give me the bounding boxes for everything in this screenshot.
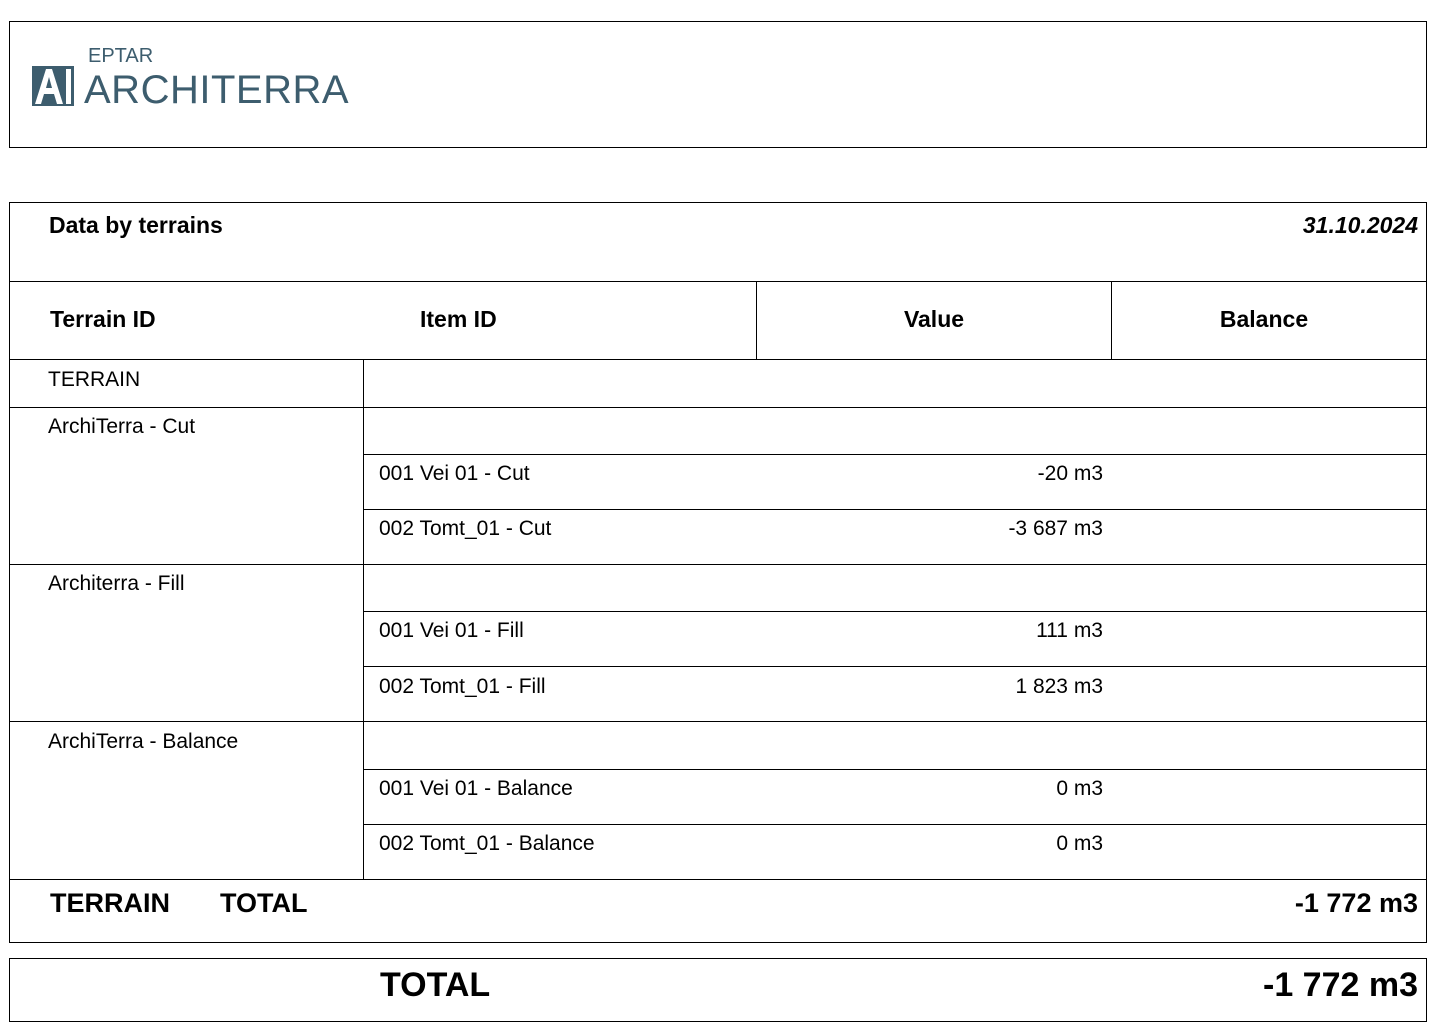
item-value-cell: 111 m3 — [1036, 619, 1103, 642]
divider — [363, 359, 364, 879]
divider — [363, 769, 1427, 770]
grand-total-label: TOTAL — [380, 966, 491, 1004]
divider — [363, 824, 1427, 825]
divider — [9, 564, 1427, 565]
divider — [363, 666, 1427, 667]
logo-main-text: ARCHITERRA — [84, 68, 350, 112]
divider — [363, 454, 1427, 455]
divider — [363, 611, 1427, 612]
column-header-value: Value — [903, 306, 965, 332]
terrain-group-label: ArchiTerra - Cut — [48, 415, 196, 438]
item-value-cell: 1 823 m3 — [1015, 675, 1103, 698]
terrain-group-label: ArchiTerra - Balance — [48, 730, 239, 753]
report-title: Data by terrains — [49, 212, 223, 238]
item-id-cell: 001 Vei 01 - Balance — [379, 777, 573, 800]
item-value-cell: 0 m3 — [1056, 777, 1103, 800]
grand-total-value: -1 772 m3 — [1263, 966, 1418, 1004]
item-value-cell: -3 687 m3 — [1008, 517, 1103, 540]
terrain-total-value: -1 772 m3 — [1294, 888, 1418, 918]
report-date: 31.10.2024 — [1302, 212, 1418, 238]
column-header-item-id: Item ID — [420, 306, 497, 332]
item-id-cell: 001 Vei 01 - Cut — [379, 462, 530, 485]
column-header-balance: Balance — [1219, 306, 1309, 332]
architerra-logo-icon — [32, 66, 74, 106]
column-header-terrain-id: Terrain ID — [50, 306, 156, 332]
divider — [9, 879, 1427, 880]
divider — [9, 359, 1427, 360]
divider — [9, 407, 1427, 408]
item-value-cell: 0 m3 — [1056, 832, 1103, 855]
terrain-group-label: Architerra - Fill — [48, 572, 185, 595]
item-id-cell: 001 Vei 01 - Fill — [379, 619, 524, 642]
item-value-cell: -20 m3 — [1037, 462, 1103, 485]
terrain-total-label: TERRAIN — [50, 888, 170, 918]
divider — [9, 721, 1427, 722]
item-id-cell: 002 Tomt_01 - Cut — [379, 517, 552, 540]
item-id-cell: 002 Tomt_01 - Fill — [379, 675, 546, 698]
divider — [363, 509, 1427, 510]
terrain-total-title: TOTAL — [220, 888, 308, 918]
grand-total-box — [9, 958, 1427, 1022]
item-id-cell: 002 Tomt_01 - Balance — [379, 832, 595, 855]
terrain-group-label: TERRAIN — [48, 368, 141, 391]
logo-top-text: EPTAR — [88, 45, 154, 67]
divider — [9, 281, 1427, 282]
